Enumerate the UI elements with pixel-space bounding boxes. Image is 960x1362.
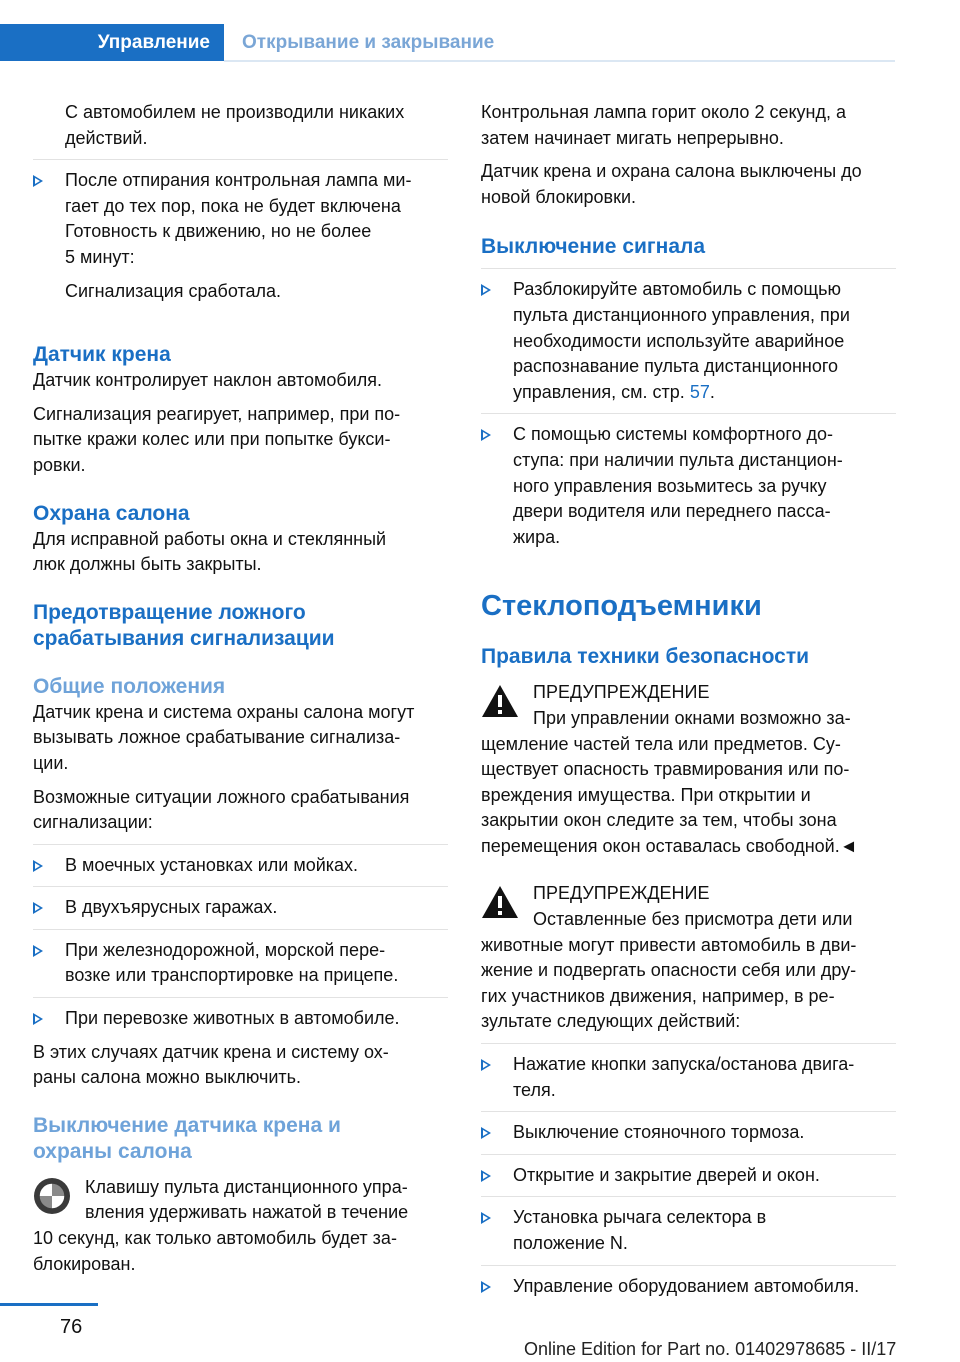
subsection-heading: Общие положения — [33, 674, 226, 698]
divider — [481, 268, 896, 269]
list-item-text: Нажатие кнопки запуска/останова двига- — [513, 1054, 855, 1075]
paragraph: В этих случаях датчик крена и систему ох- — [33, 1041, 389, 1062]
paragraph: Оставленные без присмотра дети или — [533, 909, 853, 930]
paragraph: люк должны быть закрыты. — [33, 554, 262, 575]
paragraph: закрытии окон следите за тем, чтобы зона — [481, 810, 837, 831]
key-instruction — [33, 1175, 448, 1277]
paragraph: пытке кражи колес или при попытке букси- — [33, 429, 391, 450]
right-column — [481, 100, 896, 1299]
bullet-triangle-icon — [481, 284, 491, 296]
bullet-triangle-icon — [481, 429, 491, 441]
paragraph: затем начинает мигать непрерывно. — [481, 127, 784, 148]
paragraph: вреждения имущества. При открытии и — [481, 784, 811, 805]
list-item-text: управления, см. стр. — [513, 381, 685, 402]
paragraph: Сигнализация сработала. — [65, 280, 282, 301]
edition-note: Online Edition for Part no. 01402978685 - II/17 — [524, 1339, 897, 1359]
list-item-text: Выключение стояночного тормоза. — [513, 1122, 805, 1143]
list-item — [481, 1052, 896, 1103]
list-item-text: С помощью системы комфортного до- — [513, 424, 834, 445]
list-item-text: ного управления возьмитесь за ручку — [513, 475, 827, 496]
divider — [481, 1154, 896, 1155]
list-item-text: Установка рычага селектора в — [513, 1207, 767, 1228]
list-item — [33, 168, 448, 270]
list-item-text: Открытие и закрытие дверей и окон. — [513, 1164, 820, 1185]
divider — [481, 413, 896, 414]
subsection-heading: Выключение датчика крена и — [33, 1113, 341, 1137]
subsection-heading: Выключение сигнала — [481, 235, 706, 259]
list-item-text: гает до тех пор, пока не будет включена — [65, 195, 401, 216]
list-item — [33, 853, 448, 879]
paragraph: Сигнализация реагирует, например, при по- — [33, 403, 401, 424]
list-item — [33, 938, 448, 989]
bullet-triangle-icon — [33, 902, 43, 914]
section-heading: Датчик крена — [33, 343, 171, 367]
list-item-text: управления, см. стр. 57. — [513, 381, 715, 402]
bullet-triangle-icon — [481, 1212, 491, 1224]
paragraph: ществует опасность травмирования или по- — [481, 759, 850, 780]
paragraph: Возможные ситуации ложного срабатывания — [33, 786, 410, 807]
list-item-text: жира. — [513, 526, 561, 547]
bullet-triangle-icon — [33, 860, 43, 872]
list-item — [33, 1006, 448, 1032]
list-item — [481, 277, 896, 405]
list-item — [481, 1205, 896, 1256]
paragraph: действий. — [65, 127, 148, 148]
chapter-heading: Стеклоподъемники — [481, 590, 762, 623]
divider — [481, 1043, 896, 1044]
paragraph: 10 секунд, как только автомобиль будет за- — [33, 1228, 397, 1249]
left-column — [33, 100, 448, 1277]
paragraph: вызывать ложное срабатывание сигнализа- — [33, 727, 401, 748]
paragraph: сигнализации: — [33, 812, 153, 833]
list-item-text: В моечных установках или мойках. — [65, 854, 359, 875]
header-divider — [224, 60, 895, 62]
list-item-text: возке или транспортировке на прицепе. — [65, 965, 399, 986]
paragraph: животные могут привести автомобиль в дви- — [481, 934, 857, 955]
paragraph: ции. — [33, 752, 69, 773]
list-item-text: двери водителя или переднего пасса- — [513, 501, 831, 522]
warning-title: ПРЕДУПРЕЖДЕНИЕ — [533, 883, 710, 904]
divider — [481, 1111, 896, 1112]
list-item-text: Готовность к движению, но не более — [65, 221, 372, 242]
list-item-text: После отпирания контрольная лампа ми- — [65, 170, 412, 191]
remote-key-icon — [33, 1177, 71, 1215]
list-item — [33, 895, 448, 921]
paragraph: Клавишу пульта дистанционного упра- — [85, 1176, 408, 1197]
list-item — [481, 1274, 896, 1300]
bullet-triangle-icon — [33, 945, 43, 957]
paragraph: С автомобилем не производили никаких — [65, 102, 405, 122]
page-reference-link[interactable]: 57 — [689, 381, 710, 402]
section-heading: Охрана салона — [33, 501, 190, 525]
divider — [33, 997, 448, 998]
divider — [33, 929, 448, 930]
paragraph: ровки. — [33, 454, 86, 475]
paragraph: новой блокировки. — [481, 186, 637, 207]
list-item-text: ступа: при наличии пульта дистанцион- — [513, 449, 843, 470]
paragraph: щемление частей тела или предметов. Су- — [481, 733, 841, 754]
paragraph: гих участников движения, например, в ре- — [481, 985, 835, 1006]
list-item-text: При железнодорожной, морской пере- — [65, 939, 386, 960]
warning-block — [481, 680, 896, 859]
divider — [33, 886, 448, 887]
divider — [481, 1265, 896, 1266]
bullet-triangle-icon — [481, 1059, 491, 1071]
paragraph: вления удерживать нажатой в течение — [85, 1202, 409, 1223]
list-item — [481, 422, 896, 550]
paragraph: зультате следующих действий: — [481, 1011, 741, 1032]
warning-triangle-icon — [481, 684, 519, 718]
page-header — [0, 24, 895, 61]
divider — [33, 159, 448, 160]
list-item-text: распознавание пульта дистанционного — [513, 356, 839, 377]
paragraph: Датчик крена и охрана салона выключены до — [481, 161, 862, 182]
divider — [481, 1196, 896, 1197]
bullet-triangle-icon — [481, 1281, 491, 1293]
list-item — [481, 1120, 896, 1146]
list-item-text: 5 минут: — [65, 246, 135, 267]
bullet-triangle-icon — [33, 1013, 43, 1025]
bullet-triangle-icon — [33, 175, 43, 187]
list-item — [481, 1163, 896, 1189]
section-heading: Правила техники безопасности — [481, 645, 810, 669]
divider — [33, 844, 448, 845]
list-item-text: пульта дистанционного управления, при — [513, 304, 850, 325]
list-item-text: Разблокируйте автомобиль с помощью — [513, 279, 842, 300]
warning-triangle-icon — [481, 885, 519, 919]
chapter-tab[interactable]: Управление — [0, 24, 224, 61]
list-item-text: В двухъярусных гаражах. — [65, 897, 278, 918]
section-heading: Предотвращение ложного — [33, 600, 306, 624]
section-tab[interactable]: Открывание и закрывание — [242, 31, 495, 53]
paragraph: раны салона можно выключить. — [33, 1067, 301, 1088]
bullet-triangle-icon — [481, 1127, 491, 1139]
paragraph: Контрольная лампа горит около 2 секунд, а — [481, 102, 847, 122]
list-item-text: положение N. — [513, 1233, 628, 1253]
list-item-text: Управление оборудованием автомобиля. — [513, 1275, 860, 1296]
subsection-heading: охраны салона — [33, 1139, 192, 1163]
list-item-text: При перевозке животных в автомобиле. — [65, 1008, 400, 1029]
paragraph: При управлении окнами возможно за- — [533, 707, 851, 728]
paragraph: Для исправной работы окна и стеклянный — [33, 528, 387, 549]
paragraph: Датчик крена и система охраны салона могут — [33, 701, 415, 722]
footer-accent-bar — [0, 1303, 98, 1306]
paragraph: блокирован. — [33, 1253, 136, 1274]
list-item-text: необходимости используйте аварийное — [513, 330, 845, 351]
paragraph: жение и подвергать опасности себя или дру- — [481, 960, 857, 981]
page-number: 76 — [60, 1316, 83, 1338]
bullet-triangle-icon — [481, 1170, 491, 1182]
section-heading: срабатывания сигнализации — [33, 626, 335, 650]
warning-block — [481, 881, 896, 1035]
paragraph: перемещения окон оставалась свободной.◄ — [481, 835, 858, 856]
list-item-text: теля. — [513, 1079, 556, 1100]
warning-title: ПРЕДУПРЕЖДЕНИЕ — [533, 682, 710, 703]
paragraph: Датчик контролирует наклон автомобиля. — [33, 370, 382, 391]
